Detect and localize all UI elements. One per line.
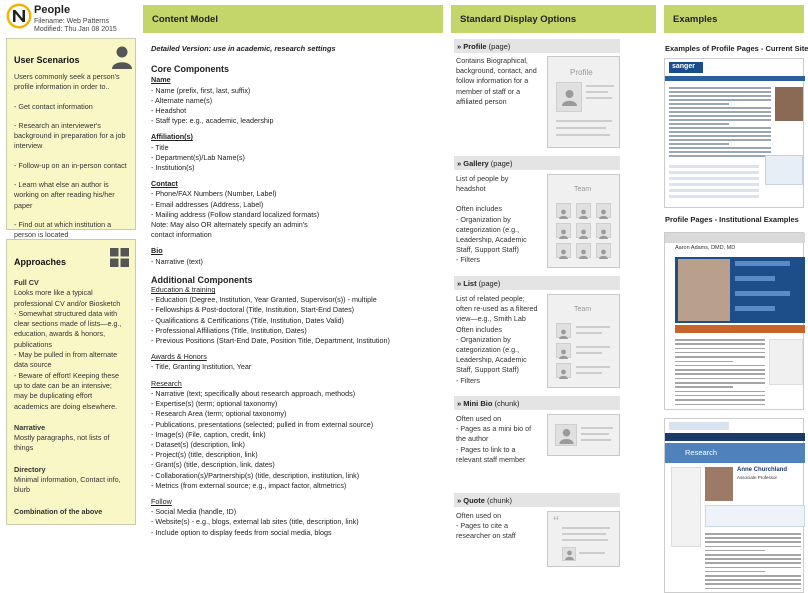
profile-option-kind: (page)	[486, 42, 511, 51]
user-scenarios-intro: Users commonly seek a person's profile information in order to..	[14, 72, 120, 92]
text-line	[705, 554, 801, 556]
gallery-line: categorization (e.g.,	[456, 224, 520, 234]
text-line	[705, 567, 801, 569]
example-screenshot-adams	[664, 232, 804, 410]
contact-line: Note: May also OR alternately specify an admin's	[151, 220, 308, 230]
text-placeholder	[586, 85, 614, 87]
research-line: - Research Area (term; optional taxonomy)	[151, 409, 287, 419]
quote-wireframe	[547, 511, 620, 567]
text-line	[675, 369, 765, 371]
table-row	[669, 189, 759, 192]
text-placeholder	[581, 433, 609, 435]
contact-section-title: Contact	[151, 179, 178, 189]
headshot-placeholder	[562, 547, 576, 561]
affiliation-line: - Institution(s)	[151, 163, 195, 173]
text-line	[669, 147, 771, 149]
gallery-line: Staff, Support Staff)	[456, 245, 519, 255]
text-line	[705, 588, 801, 590]
gallery-headshot-placeholder	[596, 243, 611, 258]
minibio-wireframe	[547, 414, 620, 456]
quote-box	[705, 505, 805, 527]
full-cv-line: - Somewhat structured data with	[14, 308, 118, 318]
directory-line: blurb	[14, 485, 30, 495]
follow-line: - Social Media (handle, ID)	[151, 507, 237, 517]
person-icon	[579, 206, 588, 224]
text-line	[669, 127, 771, 129]
gallery-headshot-placeholder	[556, 243, 571, 258]
table-row	[669, 165, 759, 168]
stat-line	[735, 291, 790, 296]
headshot-photo	[775, 87, 803, 121]
gallery-option-name: » Gallery	[457, 159, 489, 168]
scenario-item: - Learn what else an author is working on after reading his/her paper	[14, 180, 115, 210]
text-line	[675, 404, 765, 406]
education-section-title: Education & training	[151, 285, 216, 295]
education-line: - Education (Degree, Institution, Year Granted, Supervisor(s)) - multiple	[151, 295, 377, 305]
sidebar-box	[765, 155, 803, 185]
user-scenarios-card	[6, 38, 136, 240]
full-cv-line: may be duplicating effort	[14, 391, 93, 401]
person-icon	[565, 550, 574, 560]
list-line: - Filters	[456, 375, 480, 385]
text-line	[669, 99, 771, 101]
text-placeholder	[581, 439, 611, 441]
research-line: - Dataset(s) (description, link)	[151, 439, 245, 449]
text-placeholder	[556, 120, 612, 122]
full-cv-line: publications	[14, 339, 52, 349]
list-line: - Organization by	[456, 334, 511, 344]
contact-line: - Mailing address (Follow standard localized formats)	[151, 209, 320, 219]
text-placeholder	[576, 326, 610, 328]
example-screenshot-sanger	[664, 58, 804, 208]
full-cv-line: Looks more like a typical	[14, 288, 93, 298]
list-option-name: » List	[457, 279, 477, 288]
name-line: - Headshot	[151, 106, 187, 116]
text-line	[675, 386, 733, 388]
text-line	[669, 95, 771, 97]
minibio-line: Often used on	[456, 414, 502, 423]
affiliation-line: - Title	[151, 142, 169, 152]
quote-mark-icon: “	[553, 514, 560, 529]
grid-icon	[110, 248, 129, 267]
person-icon	[559, 206, 568, 224]
bio-section-title: Bio	[151, 246, 163, 256]
name-line: - Staff type: e.g., academic, leadership	[151, 116, 274, 126]
text-placeholder	[586, 97, 612, 99]
person-icon	[579, 226, 588, 244]
scenario-item: - Find out at which institution a person is located	[14, 219, 112, 240]
scenario-item: - Follow-up on an in-person contact	[14, 160, 127, 170]
text-placeholder	[576, 366, 610, 368]
section-title: Research	[685, 448, 718, 457]
sidebar-box	[769, 339, 803, 385]
research-line: - Metrics (from external source; e.g., impact factor, altmetrics)	[151, 480, 347, 490]
full-cv-line: data source	[14, 360, 52, 370]
user-scenarios-heading: User Scenarios	[14, 55, 80, 65]
text-line	[675, 339, 765, 341]
gallery-line: Leadership, Academic	[456, 235, 527, 245]
gallery-wireframe-label: Team	[574, 186, 592, 193]
quote-option-name: » Quote	[457, 496, 485, 505]
people-logo-icon	[6, 3, 32, 29]
text-line	[705, 537, 801, 539]
minibio-option-text	[456, 414, 544, 465]
table-row	[669, 171, 759, 174]
list-line: List of related people;	[456, 294, 525, 303]
list-option-text	[456, 294, 548, 386]
list-headshot-placeholder	[556, 323, 571, 338]
gallery-line: - Organization by	[456, 214, 511, 224]
directory-line: Minimal information, Contact info,	[14, 475, 121, 485]
education-line: - Previous Positions (Start-End Date, Position Title, Department, Institution)	[151, 336, 390, 346]
research-line: - Project(s) (title, description, link)	[151, 450, 258, 460]
awards-section-title: Awards & Honors	[151, 352, 207, 362]
person-icon	[579, 246, 588, 264]
text-line	[705, 550, 765, 552]
profile-line: Contains Biographical,	[456, 56, 528, 65]
sanger-logo	[669, 62, 703, 73]
contact-line: - Phone/FAX Numbers (Number, Label)	[151, 189, 277, 199]
text-line	[669, 87, 771, 89]
list-line: view—e.g., Smith Lab	[456, 314, 526, 324]
tab-bar	[675, 325, 805, 333]
section-banner	[665, 443, 805, 463]
gallery-line: List of people by	[456, 174, 509, 183]
minibio-option-header	[454, 396, 620, 410]
profile-line: member of staff or a	[456, 86, 521, 96]
minibio-line: relevant staff member	[456, 454, 526, 464]
gallery-headshot-placeholder	[576, 243, 591, 258]
quote-option-header	[454, 493, 620, 507]
follow-section-title: Follow	[151, 496, 172, 506]
profile-line: background, contact, and	[456, 66, 537, 76]
research-line: - Narrative (text; specifically about research approach, methods)	[151, 388, 356, 398]
full-cv-line: clear sections made of lists—e.g.,	[14, 319, 122, 329]
quote-option-kind: (chunk)	[484, 496, 513, 505]
awards-line: - Title, Granting Institution, Year	[151, 362, 252, 372]
text-line	[675, 391, 765, 393]
text-line	[675, 352, 765, 354]
minibio-option-kind: (chunk)	[492, 399, 520, 408]
text-placeholder	[579, 552, 605, 554]
person-icon	[559, 226, 568, 244]
research-line: - Collaboration(s)/Partnership(s) (title, description, institution, link)	[151, 470, 360, 480]
text-line	[705, 583, 801, 585]
approaches-card	[6, 239, 136, 525]
gallery-headshot-placeholder	[596, 223, 611, 238]
minibio-option-name: » Mini Bio	[457, 399, 493, 408]
sanger-brand: sanger	[672, 63, 695, 70]
gallery-line: - Filters	[456, 255, 480, 265]
research-line: - Image(s) (File, caption, credit, link)	[151, 429, 266, 439]
contact-line: contact information	[151, 230, 212, 240]
person-icon	[559, 366, 568, 384]
research-line: - Expertise(s) (term; optional taxonomy)	[151, 399, 278, 409]
education-line: - Fellowships & Post-doctoral (Title, Institution, Start-End Dates)	[151, 305, 355, 315]
full-cv-line: education, awards & honors,	[14, 329, 106, 339]
stat-line	[735, 276, 775, 281]
gallery-headshot-placeholder	[576, 223, 591, 238]
text-line	[669, 107, 771, 109]
modified-label: Modified: Thu Jan 08 2015	[34, 26, 117, 33]
quote-line: Often used on	[456, 511, 502, 520]
person-icon	[559, 346, 568, 364]
text-line	[705, 533, 801, 535]
site-logo	[669, 422, 729, 430]
headshot-placeholder	[556, 82, 582, 112]
text-line	[669, 123, 729, 125]
text-line	[669, 131, 771, 133]
gallery-headshot-placeholder	[576, 203, 591, 218]
list-line: Leadership, Academic	[456, 355, 527, 365]
narrative-line: Mostly paragraphs, not lists of	[14, 433, 110, 443]
text-line	[675, 356, 765, 358]
headshot-placeholder	[555, 424, 577, 446]
text-line	[705, 579, 801, 581]
research-section-title: Research	[151, 378, 182, 388]
text-line	[669, 103, 729, 105]
text-placeholder	[562, 539, 608, 541]
contact-line: - Email addresses (Address, Label)	[151, 199, 264, 209]
text-line	[705, 571, 765, 573]
education-line: - Professional Affiliations (Title, Institution, Dates)	[151, 325, 307, 335]
text-line	[669, 135, 771, 137]
table-row	[669, 177, 759, 180]
text-line	[705, 541, 801, 543]
profile-line: follow information for a	[456, 76, 529, 86]
nav-bar	[665, 76, 805, 81]
profile-title: Associate Professor	[737, 475, 778, 480]
text-line	[669, 111, 771, 113]
person-icon	[562, 89, 577, 106]
text-placeholder	[562, 533, 606, 535]
full-cv-line: - Beware of effort! Keeping these	[14, 370, 119, 380]
list-wireframe-label: Team	[574, 306, 592, 313]
scenario-item: - Get contact information	[14, 101, 93, 111]
text-line	[675, 395, 765, 397]
profile-line: affiliated person	[456, 96, 507, 106]
text-line	[669, 119, 771, 121]
person-icon	[559, 246, 568, 264]
gallery-option-kind: (page)	[488, 159, 513, 168]
text-line	[675, 373, 765, 375]
name-line: - Alternate name(s)	[151, 95, 213, 105]
text-placeholder	[586, 91, 608, 93]
examples-current-label: Examples of Profile Pages - Current Site	[665, 44, 808, 53]
core-components-heading: Core Components	[151, 64, 230, 75]
gallery-line	[456, 194, 544, 204]
gallery-line: Often includes	[456, 204, 502, 214]
gallery-option-text	[456, 174, 544, 266]
combination-title: Combination of the above	[14, 506, 103, 516]
text-line	[705, 575, 801, 577]
list-line: often re-used as a filtered	[456, 304, 538, 314]
scenario-item: - Research an interviewer's background in preparation for a job interview	[14, 120, 126, 151]
quote-option-text	[456, 511, 544, 542]
filename-label: Filename: Web Patterns	[34, 18, 109, 25]
person-icon	[559, 428, 574, 444]
additional-components-heading: Additional Components	[151, 274, 253, 285]
text-line	[705, 546, 801, 548]
text-line	[675, 399, 765, 401]
gallery-headshot-placeholder	[556, 203, 571, 218]
research-line: - Grant(s) (title, description, link, dates)	[151, 460, 275, 470]
list-headshot-placeholder	[556, 363, 571, 378]
headshot-photo	[678, 259, 730, 321]
profile-wireframe	[547, 56, 620, 148]
quote-line: - Pages to cite a	[456, 521, 508, 531]
list-wireframe	[547, 294, 620, 388]
minibio-line: the author	[456, 434, 489, 444]
follow-line: - Include option to display feeds from social media, blogs	[151, 527, 332, 537]
content-model-header: Content Model	[143, 5, 443, 33]
text-line	[675, 382, 765, 384]
profile-wireframe-label: Profile	[570, 68, 593, 77]
text-placeholder	[581, 427, 613, 429]
text-placeholder	[576, 332, 602, 334]
stat-line	[735, 261, 790, 266]
quote-line: researcher on staff	[456, 531, 516, 541]
text-line	[669, 155, 771, 157]
profile-option-header	[454, 39, 620, 53]
person-icon	[599, 206, 608, 224]
text-placeholder	[562, 527, 610, 529]
name-section-title: Name	[151, 75, 171, 85]
page-title: People	[34, 4, 71, 16]
list-headshot-placeholder	[556, 343, 571, 358]
person-icon	[111, 45, 133, 69]
list-line: Often includes	[456, 324, 502, 334]
text-placeholder	[576, 372, 602, 374]
affiliation-line: - Department(s)/Lab Name(s)	[151, 152, 245, 162]
narrative-title: Narrative	[14, 422, 46, 432]
gallery-line: headshot	[456, 184, 486, 194]
text-line	[705, 558, 801, 560]
text-line	[669, 151, 771, 153]
version-label: Detailed Version: use in academic, research settings	[151, 44, 336, 53]
person-icon	[599, 246, 608, 264]
nav-bar	[665, 433, 805, 441]
list-line: categorization (e.g.,	[456, 345, 520, 355]
full-cv-line: academics are doing elsewhere.	[14, 401, 118, 411]
text-line	[675, 348, 765, 350]
narrative-line: things	[14, 443, 34, 453]
examples-institutional-label: Profile Pages - Institutional Examples	[665, 215, 799, 224]
table-row	[669, 195, 759, 198]
text-line	[669, 139, 771, 141]
list-option-header	[454, 276, 620, 290]
directory-title: Directory	[14, 464, 46, 474]
list-option-kind: (page)	[476, 279, 501, 288]
full-cv-line: - May be pulled in from alternate	[14, 350, 118, 360]
examples-header: Examples	[664, 5, 804, 33]
text-placeholder	[556, 134, 610, 136]
stat-line	[735, 306, 775, 311]
top-bar	[665, 233, 805, 243]
name-line: - Name (prefix, first, last, suffix)	[151, 85, 251, 95]
text-line	[675, 365, 765, 367]
text-line	[669, 143, 729, 145]
text-placeholder	[576, 346, 610, 348]
full-cv-line: up to date can be an intensive;	[14, 380, 112, 390]
follow-line: - Website(s) - e.g., blogs, external lab sites (title, description, link)	[151, 517, 359, 527]
text-placeholder	[576, 352, 602, 354]
text-line	[675, 378, 765, 380]
minibio-line: - Pages as a mini bio of	[456, 424, 532, 434]
side-nav	[671, 467, 701, 547]
text-line	[705, 562, 801, 564]
content-model-body	[151, 44, 441, 538]
text-line	[669, 115, 771, 117]
full-cv-title: Full CV	[14, 278, 39, 287]
profile-option-name: » Profile	[457, 42, 487, 51]
gallery-headshot-placeholder	[596, 203, 611, 218]
bio-line: - Narrative (text)	[151, 256, 203, 266]
approaches-heading: Approaches	[14, 257, 67, 267]
research-line: - Publications, presentations (selected; pulled in from external source)	[151, 419, 374, 429]
gallery-headshot-placeholder	[556, 223, 571, 238]
example-screenshot-churchland	[664, 418, 804, 593]
profile-name: Anne Churchland	[737, 467, 788, 473]
gallery-wireframe	[547, 174, 620, 268]
text-line	[669, 91, 771, 93]
display-options-header: Standard Display Options	[451, 5, 656, 33]
text-line	[675, 343, 765, 345]
table-row	[669, 183, 759, 186]
person-icon	[599, 226, 608, 244]
profile-name: Aaron Adams, DMD, MD	[675, 245, 736, 251]
person-icon	[559, 326, 568, 344]
education-line: - Qualifications & Certifications (Title, Institution, Dates Valid)	[151, 315, 344, 325]
headshot-photo	[705, 467, 733, 501]
text-placeholder	[556, 127, 606, 129]
text-line	[675, 361, 733, 363]
profile-option-text	[456, 56, 544, 107]
minibio-line: - Pages to link to a	[456, 444, 516, 454]
list-line: Staff, Support Staff)	[456, 365, 519, 375]
affiliation-section-title: Affiliation(s)	[151, 132, 193, 142]
gallery-option-header	[454, 156, 620, 170]
full-cv-line: professional CV and/or Biosketch	[14, 298, 121, 308]
